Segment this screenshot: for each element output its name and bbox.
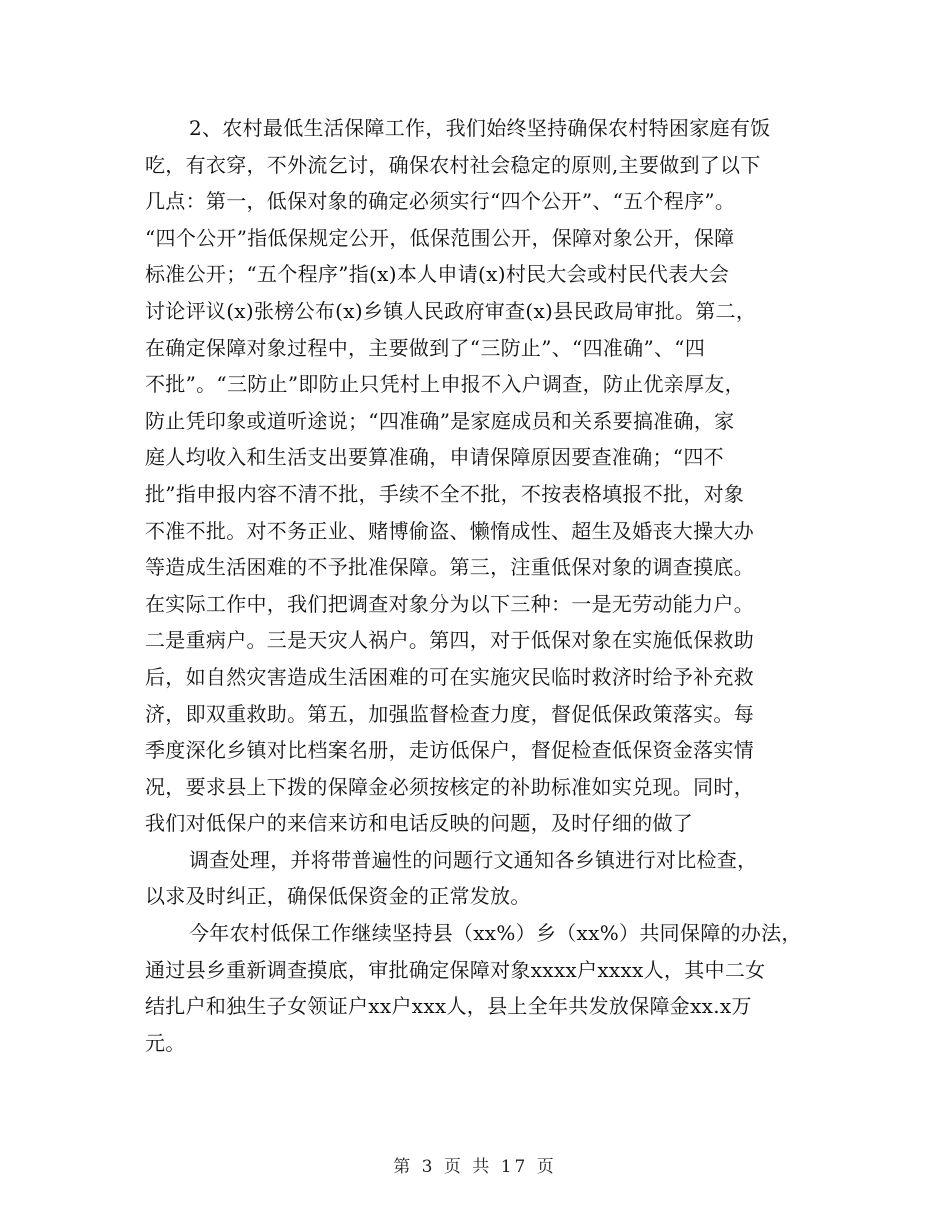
paragraph-line: 几点：第一，低保对象的确定必须实行“四个公开”、“五个程序”。: [145, 189, 736, 214]
paragraph-line: 庭人均收入和生活支出要算准确，申请保障原因要查准确；“四不: [145, 445, 724, 470]
paragraph-line: 标准公开；“五个程序”指(x)本人申请(x)村民大会或村民代表大会: [145, 262, 730, 287]
document-body: [145, 110, 810, 1061]
page-number-footer: 第 3 页 共 17 页: [393, 1157, 557, 1177]
paragraph-line: 以求及时纠正，确保低保资金的正常发放。: [145, 884, 531, 909]
paragraph-line: 防止凭印象或道听途说；“四准确”是家庭成员和关系要搞准确，家: [145, 408, 735, 433]
paragraph-line: 结扎户和独生子女领证户xx户xxx人，县上全年共发放保障金xx.x万: [145, 994, 752, 1019]
paragraph-line: 我们对低保户的来信来访和电话反映的问题，及时仔细的做了: [145, 811, 694, 836]
paragraph-line: 等造成生活困难的不予批准保障。第三，注重低保对象的调查摸底。: [145, 555, 754, 580]
paragraph-line: 元。: [145, 1030, 186, 1055]
paragraph-line: 吃，有衣穿，不外流乞讨，确保农村社会稳定的原则,主要做到了以下: [145, 152, 761, 177]
paragraph-line: 济，即双重救助。第五，加强监督检查力度，督促低保政策落实。每: [145, 701, 754, 726]
paragraph-line: 不准不批。对不务正业、赌博偷盗、懒惰成性、超生及婚丧大操大办: [145, 518, 754, 543]
paragraph-line: “四个公开”指低保规定公开，低保范围公开，保障对象公开，保障: [145, 225, 735, 250]
paragraph-line: 调查处理，并将带普遍性的问题行文通知各乡镇进行对比检查，: [189, 847, 758, 872]
paragraph-line: 况，要求县上下拨的保障金必须按核定的补助标准如实兑现。同时，: [145, 774, 754, 799]
paragraph-line: 今年农村低保工作继续坚持县（xx%）乡（xx%）共同保障的办法，: [189, 921, 802, 946]
paragraph-line: 2、农村最低生活保障工作，我们始终坚持确保农村特困家庭有饭: [189, 116, 771, 140]
paragraph-line: 在实际工作中，我们把调查对象分为以下三种：一是无劳动能力户。: [145, 591, 754, 616]
paragraph-line: 季度深化乡镇对比档案名册，走访低保户，督促检查低保资金落实情: [145, 738, 754, 763]
paragraph-line: 通过县乡重新调查摸底，审批确定保障对象xxxx户xxxx人，其中二女: [145, 957, 766, 982]
paragraph-line: 讨论评议(x)张榜公布(x)乡镇人民政府审查(x)县民政局审批。第二，: [145, 298, 757, 323]
paragraph-line: 不批”。“三防止”即防止只凭村上申报不入户调查，防止优亲厚友，: [145, 372, 745, 397]
paragraph-line: 后，如自然灾害造成生活困难的可在实施灾民临时救济时给予补充救: [145, 664, 754, 689]
paragraph-line: 批”指申报内容不清不批，手续不全不批，不按表格填报不批，对象: [145, 481, 745, 506]
paragraph-line: 二是重病户。三是天灾人祸户。第四，对于低保对象在实施低保救助: [145, 628, 754, 653]
paragraph-line: 在确定保障对象过程中，主要做到了“三防止”、“四准确”、“四: [145, 335, 706, 360]
